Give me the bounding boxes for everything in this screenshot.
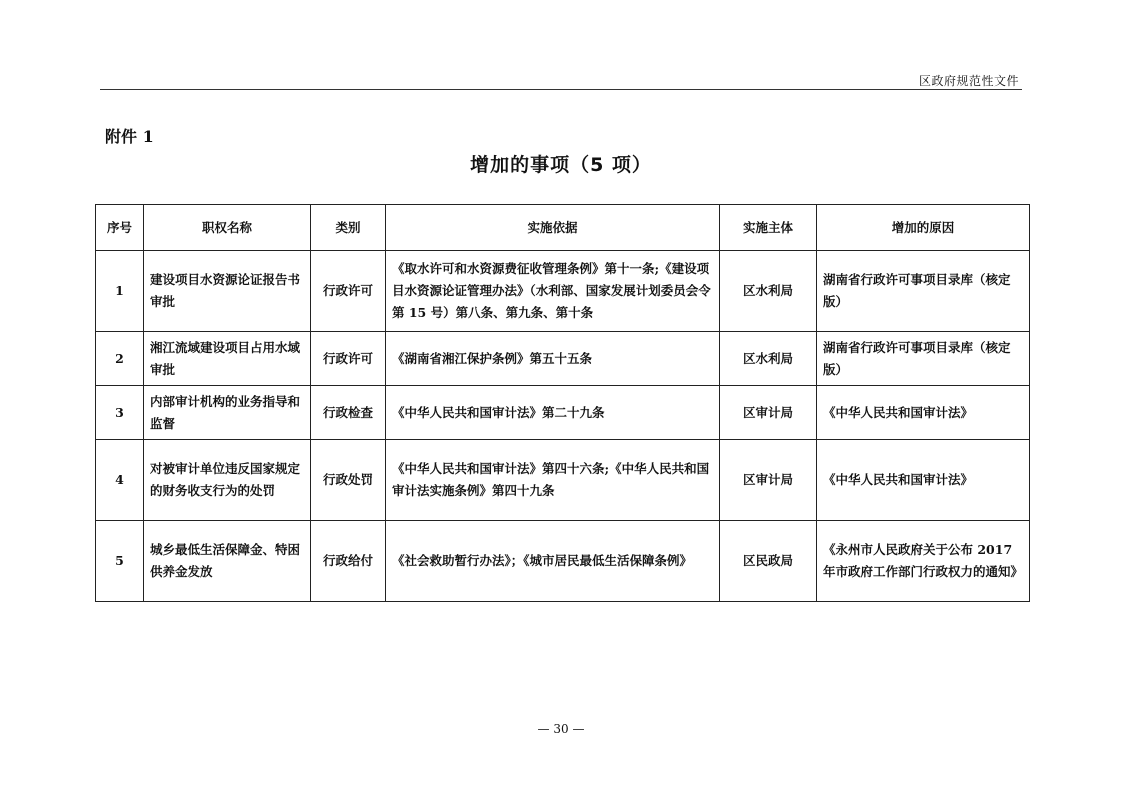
page-title: 增加的事项（5 项） [470, 154, 652, 176]
row-reason: 《永州市人民政府关于公布 2017 年市政府工作部门行政权力的通知》 [817, 521, 1030, 602]
column-header-reason: 增加的原因 [817, 205, 1030, 251]
row-reason: 《中华人民共和国审计法》 [817, 440, 1030, 521]
table-row [96, 440, 1030, 521]
row-name: 内部审计机构的业务指导和监督 [144, 386, 311, 440]
row-basis: 《湖南省湘江保护条例》第五十五条 [386, 332, 720, 386]
row-agency: 区水利局 [720, 251, 817, 332]
row-agency: 区审计局 [720, 386, 817, 440]
column-header-category: 类别 [311, 205, 386, 251]
row-category: 行政检查 [311, 386, 386, 440]
attachment-label: 附件 1 [105, 127, 154, 146]
document-type-label: 区政府规范性文件 [918, 74, 1019, 88]
table-row [96, 332, 1030, 386]
table-row [96, 386, 1030, 440]
row-basis: 《中华人民共和国审计法》第二十九条 [386, 386, 720, 440]
row-category: 行政许可 [311, 332, 386, 386]
row-no: 4 [96, 440, 144, 521]
column-header-no: 序号 [96, 205, 144, 251]
row-reason: 《中华人民共和国审计法》 [817, 386, 1030, 440]
row-category: 行政处罚 [311, 440, 386, 521]
column-header-basis: 实施依据 [386, 205, 720, 251]
row-reason: 湖南省行政许可事项目录库（核定版） [817, 251, 1030, 332]
column-header-agency: 实施主体 [720, 205, 817, 251]
row-name: 对被审计单位违反国家规定的财务收支行为的处罚 [144, 440, 311, 521]
column-header-name: 职权名称 [144, 205, 311, 251]
table-header-row [96, 205, 1030, 251]
row-no: 5 [96, 521, 144, 602]
row-no: 2 [96, 332, 144, 386]
row-no: 1 [96, 251, 144, 332]
row-agency: 区民政局 [720, 521, 817, 602]
table-row [96, 251, 1030, 332]
row-category: 行政给付 [311, 521, 386, 602]
row-name: 城乡最低生活保障金、特困供养金发放 [144, 521, 311, 602]
row-no: 3 [96, 386, 144, 440]
items-table [95, 204, 1030, 602]
row-category: 行政许可 [311, 251, 386, 332]
row-basis: 《取水许可和水资源费征收管理条例》第十一条;《建设项目水资源论证管理办法》（水利部、国家发展计划委员会令第 15 号）第八条、第九条、第十条 [386, 251, 720, 332]
row-agency: 区水利局 [720, 332, 817, 386]
table-row [96, 521, 1030, 602]
row-reason: 湖南省行政许可事项目录库（核定版） [817, 332, 1030, 386]
row-basis: 《社会救助暂行办法》；《城市居民最低生活保障条例》 [386, 521, 720, 602]
row-basis: 《中华人民共和国审计法》第四十六条;《中华人民共和国审计法实施条例》第四十九条 [386, 440, 720, 521]
row-name: 建设项目水资源论证报告书审批 [144, 251, 311, 332]
page-number: — 30 — [537, 722, 585, 736]
row-name: 湘江流域建设项目占用水域审批 [144, 332, 311, 386]
row-agency: 区审计局 [720, 440, 817, 521]
header-divider [100, 89, 1022, 90]
